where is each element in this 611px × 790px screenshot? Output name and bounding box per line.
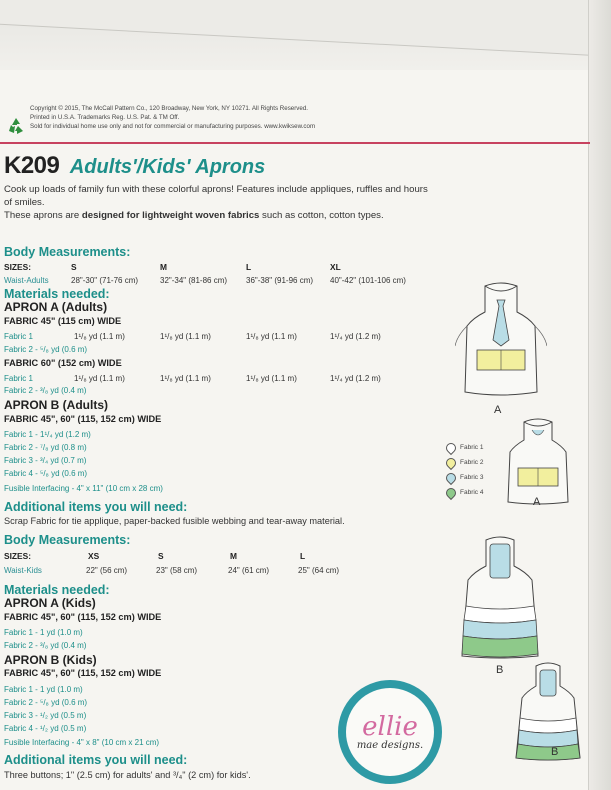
kid-waist-s: 23" (58 cm) [156,566,198,575]
recycle-icon [6,116,26,136]
kid-a-fabric2: Fabric 2 - ³/₈ yd (0.4 m) [4,641,87,650]
adult-b-fabric3: Fabric 3 - ³/₄ yd (0.7 m) [4,456,87,465]
page-title [4,152,265,180]
pattern-code: K209 [4,152,60,179]
kid-size-xs: XS [88,551,100,561]
adult-waist-xl: 40"-42" (101-106 cm) [330,276,406,285]
intro-line-1: Cook up loads of family fun with these colorful aprons! Features include appliques, ruffles and hours of smiles. [4,184,428,208]
adult-b-interfacing: Fusible Interfacing - 4" x 11" (10 cm x 28 cm) [4,484,163,493]
kid-a-fabric-heading: FABRIC 45", 60" (115, 152 cm) WIDE [4,612,162,622]
fabric-legend [446,440,483,500]
designer-badge [338,680,442,784]
intro-line-2 [4,209,434,222]
kid-additional-heading: Additional items you will need: [4,753,188,767]
kid-b-fabric-heading: FABRIC 45", 60" (115, 152 cm) WIDE [4,668,162,678]
adult-a-f45-fabric1-label: Fabric 1 [4,332,33,341]
designer-logo-script: ellie [362,711,418,742]
kid-size-l: L [300,551,306,561]
kid-apron-a-title: APRON A (Kids) [4,596,96,610]
intro-post: such as cotton, cotton types. [259,210,384,221]
intro-pre: These aprons are [4,210,82,221]
adult-a-f60-fabric2: Fabric 2 - ³/₈ yd (0.4 m) [4,386,87,395]
adult-waist-m: 32"-34" (81-86 cm) [160,276,228,285]
adult-size-xl: XL [330,262,341,272]
heart-icon [444,485,458,499]
adult-a-f45-fabric1-xl: 1¹/₄ yd (1.2 m) [330,332,381,341]
adult-size-m: M [160,262,167,272]
adult-measurements-heading: Body Measurements: [4,245,131,259]
kid-waist-label: Waist-Kids [4,566,42,575]
adult-sizes-label: SIZES: [4,262,31,272]
legend-item [446,455,483,470]
adult-b-fabric2: Fabric 2 - ⁷/₈ yd (0.8 m) [4,443,87,452]
legend-item [446,440,483,455]
heart-icon [444,455,458,469]
adult-apron-a-title: APRON A (Adults) [4,300,108,314]
adult-additional-heading: Additional items you will need: [4,500,188,514]
adult-a-f60-fabric1-s: 1¹/₈ yd (1.1 m) [74,374,125,383]
adult-a-f45-fabric1-s: 1¹/₈ yd (1.1 m) [74,332,125,341]
adult-a-f45-fabric1-l: 1¹/₈ yd (1.1 m) [246,332,297,341]
adult-a-fabric60-heading: FABRIC 60" (152 cm) WIDE [4,358,122,368]
view-label-b-kid: B [551,746,559,758]
kid-b-fabric3: Fabric 3 - ¹/₂ yd (0.5 m) [4,711,87,720]
legend-label: Fabric 1 [460,444,484,451]
adult-apron-b-title: APRON B (Adults) [4,398,108,412]
adult-a-fabric45-heading: FABRIC 45" (115 cm) WIDE [4,316,122,326]
adult-b-fabric-heading: FABRIC 45", 60" (115, 152 cm) WIDE [4,414,162,424]
adult-a-f60-fabric1-l: 1¹/₈ yd (1.1 m) [246,374,297,383]
adult-a-f60-fabric1-label: Fabric 1 [4,374,33,383]
envelope-side-fold [588,0,611,790]
kid-materials-heading: Materials needed: [4,583,110,597]
legend-label: Fabric 4 [460,489,484,496]
adult-additional-text: Scrap Fabric for tie applique, paper-backed fusible webbing and tear-away material. [4,516,345,526]
adult-b-fabric1: Fabric 1 - 1¹/₄ yd (1.2 m) [4,430,91,439]
kid-size-s: S [158,551,164,561]
printed-line: Printed in U.S.A. Trademarks Reg. U.S. Pat. & TM Off. [30,114,180,121]
legend-item [446,485,483,500]
view-label-b-adult: B [496,664,504,676]
apron-b-kid-illustration [508,662,590,762]
kid-measurements-heading: Body Measurements: [4,533,131,547]
kid-size-m: M [230,551,237,561]
heart-icon [444,440,458,454]
kid-b-fabric4: Fabric 4 - ¹/₂ yd (0.5 m) [4,724,87,733]
intro-text [4,183,434,222]
adult-a-f60-fabric1-m: 1¹/₈ yd (1.1 m) [160,374,211,383]
apron-b-adult-illustration [452,536,548,660]
pattern-name: Adults'/Kids' Aprons [69,156,266,178]
usage-line: Sold for individual home use only and not for commercial or manufacturing purposes. www.kwiksew.com [30,123,316,130]
legend-label: Fabric 2 [460,459,484,466]
intro-bold: designed for lightweight woven fabrics [81,210,260,221]
divider [0,142,590,144]
adult-a-f45-fabric1-m: 1¹/₈ yd (1.1 m) [160,332,211,341]
designer-badge-inner [346,688,434,776]
kid-b-fabric2: Fabric 2 - ⁵/₈ yd (0.6 m) [4,698,88,707]
heart-icon [444,470,458,484]
apron-a-kid-illustration [500,418,576,508]
adult-b-fabric4: Fabric 4 - ⁵/₈ yd (0.6 m) [4,469,88,478]
kid-waist-m: 24" (61 cm) [228,566,270,575]
copyright-line: Copyright © 2015, The McCall Pattern Co., 120 Broadway, New York, NY 10271. All Rights Reserved. [30,105,308,112]
adult-size-s: S [71,262,77,272]
view-label-a-kid: A [533,496,541,508]
kid-sizes-label: SIZES: [4,551,31,561]
kid-a-fabric1: Fabric 1 - 1 yd (1.0 m) [4,628,83,637]
legend-item [446,470,483,485]
kid-additional-text: Three buttons; 1" (2.5 cm) for adults' and ³/₄" (2 cm) for kids'. [4,770,251,780]
legend-label: Fabric 3 [460,474,484,481]
adult-waist-s: 28"-30" (71-76 cm) [71,276,139,285]
adult-a-f45-fabric2: Fabric 2 - ⁵/₈ yd (0.6 m) [4,345,88,354]
designer-logo-sub: mae designs. [356,739,424,751]
kid-apron-b-title: APRON B (Kids) [4,653,97,667]
apron-a-adult-illustration [455,282,547,402]
adult-size-l: L [246,262,252,272]
kid-b-interfacing: Fusible Interfacing - 4" x 8" (10 cm x 21 cm) [4,738,160,747]
kid-waist-l: 25" (64 cm) [298,566,340,575]
copyright-block [30,104,315,131]
adult-waist-l: 36"-38" (91-96 cm) [246,276,314,285]
adult-waist-label: Waist-Adults [4,276,49,285]
adult-materials-heading: Materials needed: [4,287,110,301]
adult-a-f60-fabric1-xl: 1¹/₄ yd (1.2 m) [330,374,381,383]
kid-b-fabric1: Fabric 1 - 1 yd (1.0 m) [4,685,83,694]
kid-waist-xs: 22" (56 cm) [86,566,128,575]
view-label-a-adult: A [494,404,502,416]
